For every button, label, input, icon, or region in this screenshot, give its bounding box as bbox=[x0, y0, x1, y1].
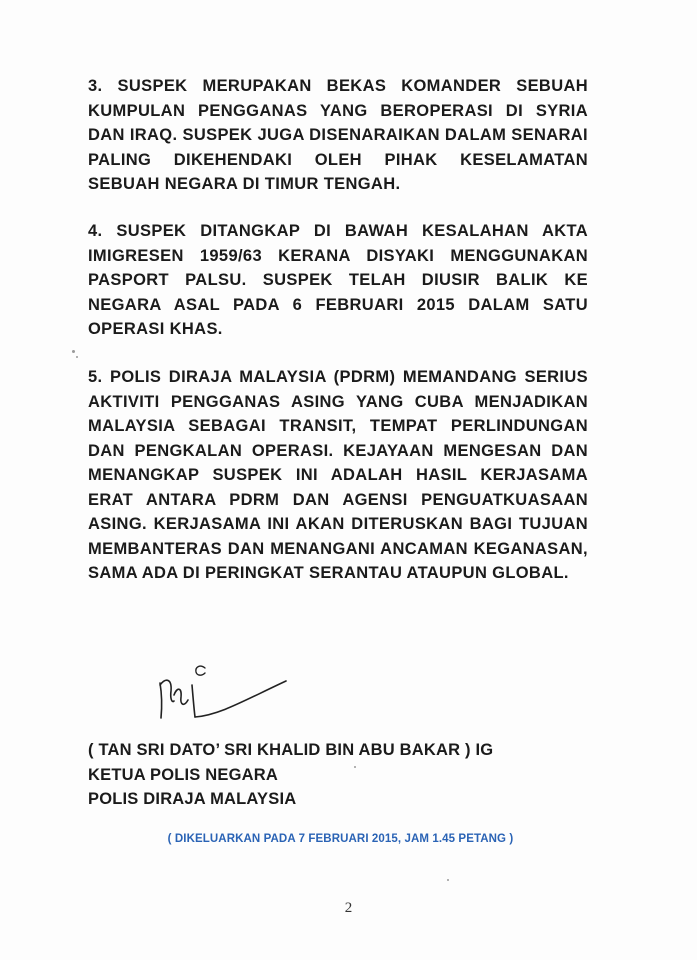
signatory-block bbox=[88, 738, 493, 812]
signatory-title: KETUA POLIS NEGARA bbox=[88, 765, 278, 784]
scan-speck bbox=[72, 350, 75, 353]
scan-speck bbox=[354, 766, 356, 768]
signatory-organization: POLIS DIRAJA MALAYSIA bbox=[88, 790, 297, 808]
handwritten-signature bbox=[150, 655, 300, 735]
paragraph-5: 5. POLIS DIRAJA MALAYSIA (PDRM) MEMANDANG SERIUS AKTIVITI PENGGANAS ASING YANG CUBA MENJADIKAN MALAYSIA SEBAGAI TRANSIT, TEMPAT PERLINDUNGAN DAN PENGKALAN OPERASI. KEJAYAAN MENGESAN DAN MENANGKAP SUSPEK INI ADALAH HASIL KERJASAMA ERAT ANTARA PDRM DAN AGENSI PENGUATKUASAAN ASING. KERJASAMA INI AKAN DITERUSKAN BAGI TUJUAN MEMBANTERAS DAN MENANGANI ANCAMAN KEGANASAN, SAMA ADA DI PERINGKAT SERANTAU ATAUPUN GLOBAL. bbox=[88, 368, 588, 582]
scan-speck bbox=[76, 356, 78, 358]
issued-note-text: ( DIKELUARKAN PADA 7 FEBRUARI 2015, JAM 1.45 PETANG ) bbox=[167, 833, 514, 845]
issued-note bbox=[0, 833, 697, 845]
scan-speck bbox=[447, 879, 449, 881]
paragraph-3: 3. SUSPEK MERUPAKAN BEKAS KOMANDER SEBUAH KUMPULAN PENGGANAS YANG BEROPERASI DI SYRIA DAN IRAQ. SUSPEK JUGA DISENARAIKAN DALAM SENARAI PALING DIKEHENDAKI OLEH PIHAK KESELAMATAN SEBUAH NEGARA DI TIMUR TENGAH. bbox=[88, 77, 588, 193]
page-number: 2 bbox=[344, 900, 353, 916]
paragraph-4: 4. SUSPEK DITANGKAP DI BAWAH KESALAHAN AKTA IMIGRESEN 1959/63 KERANA DISYAKI MENGGUNAKAN PASPORT PALSU. SUSPEK TELAH DIUSIR BALIK KE NEGARA ASAL PADA 6 FEBRUARI 2015 DALAM SATU OPERASI KHAS. bbox=[88, 222, 588, 338]
signatory-name: ( TAN SRI DATO’ SRI KHALID BIN ABU BAKAR ) IG bbox=[88, 741, 494, 759]
